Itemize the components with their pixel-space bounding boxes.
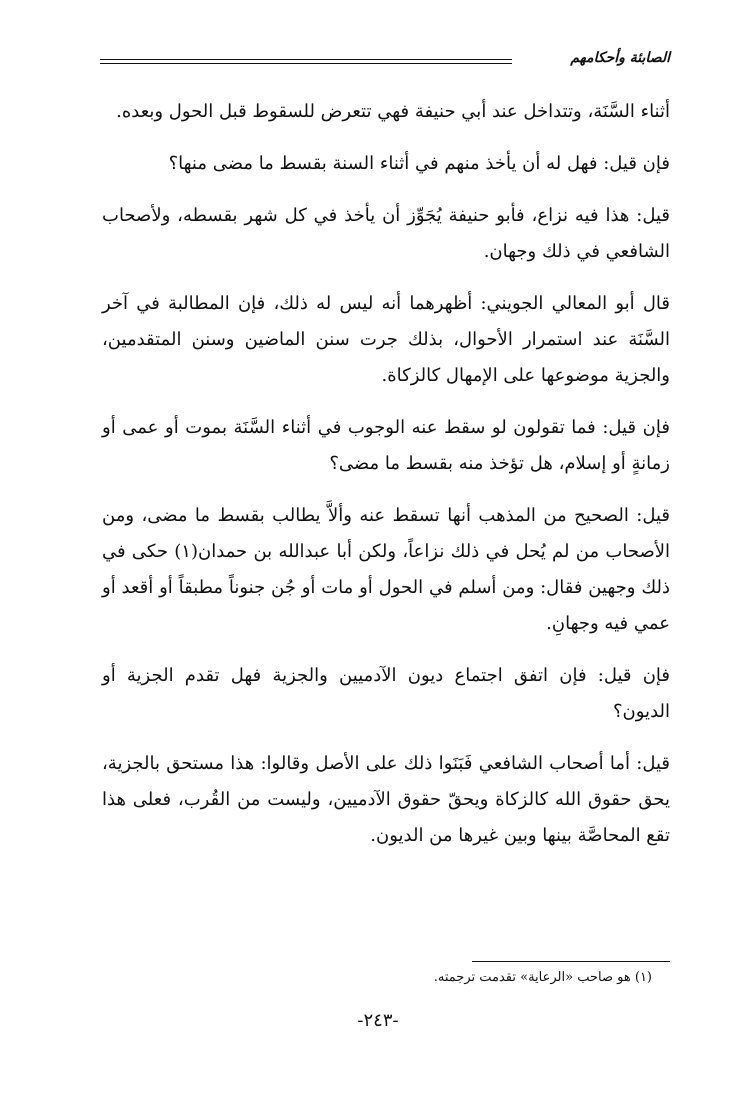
- paragraph: فإن قيل: فما تقولون لو سقط عنه الوجوب في أثناء السَّنَة بموت أو عمى أو زمانةٍ أو إسلام، هل تؤخذ منه بقسط ما مضى؟: [102, 417, 670, 474]
- paragraph: قيل: هذا فيه نزاع، فأبو حنيفة يُجَوِّز أن يأخذ في كل شهر بقسطه، ولأصحاب الشافعي في ذلك وجهان.: [102, 205, 670, 262]
- page-header: [100, 50, 670, 72]
- header-rule: [100, 63, 512, 64]
- paragraph: قال أبو المعالي الجويني: أظهرهما أنه ليس له ذلك، فإن المطالبة في آخر السَّنَة عند استمرار الأحوال، بذلك جرت سنن الماضين وسنن المتقدمين، والجزية موضوعها على الإمهال كالزكاة.: [102, 293, 670, 386]
- page-number: -٢٤٣-: [357, 1010, 399, 1031]
- footnote: (١) هو صاحب «الرعاية» تقدمت ترجمته.: [433, 970, 652, 985]
- footnote-separator: [472, 961, 670, 962]
- paragraph: فإن قيل: فإن اتفق اجتماع ديون الآدميين والجزية فهل تقدم الجزية أو الديون؟: [102, 665, 670, 722]
- paragraph: قيل: الصحيح من المذهب أنها تسقط عنه وألاَّ يطالب بقسط ما مضى، ومن الأصحاب من لم يُحل في ذلك نزاعاً، ولكن أبا عبدالله بن حمدان(١) حكى في ذلك وجهين فقال: ومن أسلم في الحول أو مات أو جُن جنوناً مطبقاً أو أقعد أو عمي فيه وجهانِ.: [102, 505, 670, 634]
- page-body: [102, 94, 670, 870]
- paragraph: أثناء السَّنَة، وتتداخل عند أبي حنيفة فهي تتعرض للسقوط قبل الحول وبعده.: [116, 101, 670, 122]
- running-title: الصابئة وأحكامهم: [570, 50, 670, 66]
- paragraph: فإن قيل: فهل له أن يأخذ منهم في أثناء السنة بقسط ما مضى منها؟: [168, 153, 670, 174]
- paragraph: قيل: أما أصحاب الشافعي فَبَنَوا ذلك على الأصل وقالوا: هذا مستحق بالجزية، يحق حقوق الله كالزكاة ويحقّ حقوق الآدميين، وليست من القُرب، فعلى هذا تقع المحاصَّة بينها وبين غيرها من الديون.: [102, 753, 670, 846]
- header-rule: [100, 59, 512, 60]
